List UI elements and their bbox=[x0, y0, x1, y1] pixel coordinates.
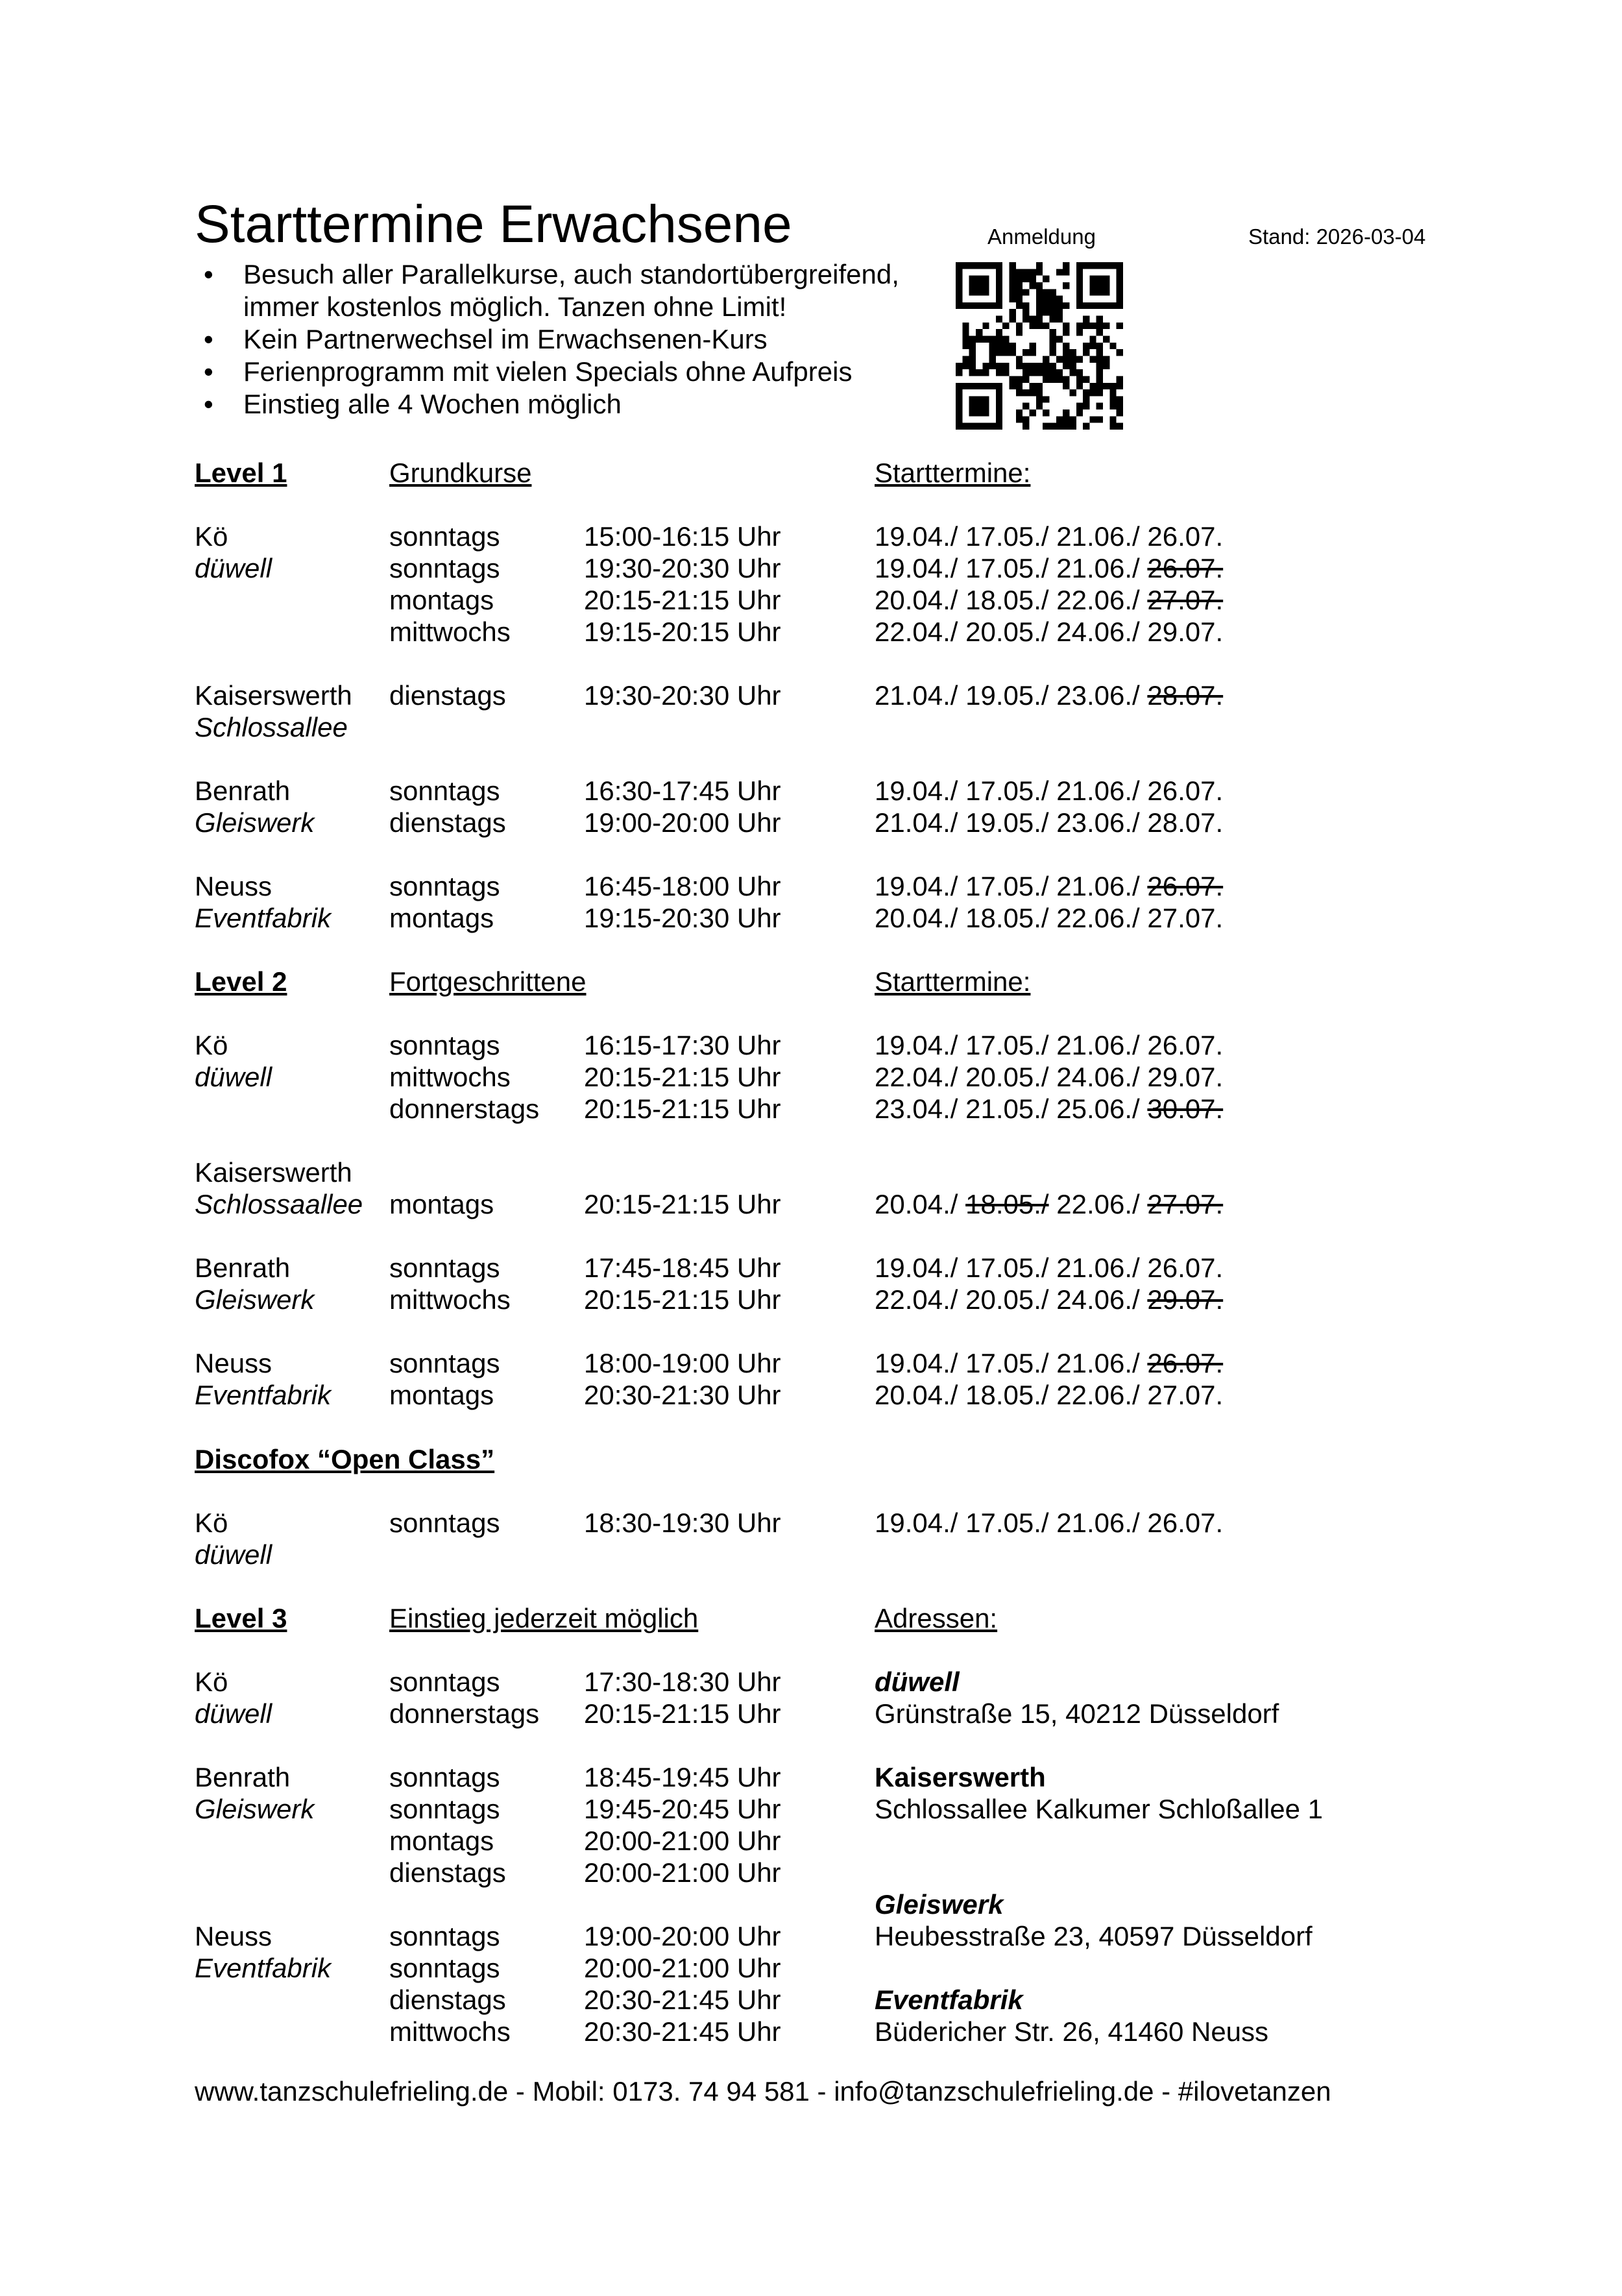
start-dates: 21.04./ 19.05./ 23.06./ 28.07. bbox=[875, 680, 1224, 711]
weekday: sonntags bbox=[389, 1508, 500, 1538]
cancelled-date: 26.07. bbox=[1147, 553, 1224, 583]
address-line: Heubesstraße 23, 40597 Düsseldorf bbox=[875, 1921, 1313, 1951]
weekday: dienstags bbox=[389, 680, 506, 711]
start-dates: 20.04./ 18.05./ 22.06./ 27.07. bbox=[875, 585, 1224, 615]
start-dates: 19.04./ 17.05./ 21.06./ 26.07. bbox=[875, 1030, 1224, 1060]
bullet-icon: • bbox=[204, 259, 213, 289]
section-subheading: Grundkurse bbox=[389, 458, 532, 488]
cancelled-date: 26.07. bbox=[1147, 1348, 1224, 1378]
start-dates: 20.04./ 18.05./ 22.06./ 27.07. bbox=[875, 1380, 1224, 1410]
start-dates: 19.04./ 17.05./ 21.06./ 26.07. bbox=[875, 1252, 1224, 1283]
footer-contact[interactable]: www.tanzschulefrieling.de - Mobil: 0173. 74 94 581 - info@tanzschulefrieling.de - #ilovetanzen bbox=[195, 2076, 1331, 2107]
bullet-icon: • bbox=[204, 356, 213, 387]
weekday: sonntags bbox=[389, 1030, 500, 1060]
section-heading: Level 3 bbox=[195, 1603, 287, 1633]
cancelled-date: 27.07. bbox=[1147, 1189, 1224, 1219]
address-venue-name: Gleiswerk bbox=[875, 1889, 1004, 1920]
location: Kö bbox=[195, 1030, 228, 1060]
dates-heading: Starttermine: bbox=[875, 966, 1031, 997]
cancelled-date: 28.07. bbox=[1147, 680, 1224, 711]
weekday: sonntags bbox=[389, 1794, 500, 1824]
weekday: sonntags bbox=[389, 1348, 500, 1378]
address-line: Büdericher Str. 26, 41460 Neuss bbox=[875, 2016, 1269, 2047]
weekday: montags bbox=[389, 585, 494, 615]
cancelled-date: 26.07. bbox=[1147, 871, 1224, 901]
venue: düwell bbox=[195, 1698, 272, 1729]
start-dates: 23.04./ 21.05./ 25.06./ 30.07. bbox=[875, 1093, 1224, 1124]
weekday: mittwochs bbox=[389, 1284, 511, 1315]
location: Benrath bbox=[195, 1252, 291, 1283]
time: 16:15-17:30 Uhr bbox=[584, 1030, 781, 1060]
bullet-text: Einstieg alle 4 Wochen möglich bbox=[243, 389, 622, 419]
weekday: montags bbox=[389, 903, 494, 933]
weekday: sonntags bbox=[389, 1921, 500, 1951]
stand-date: Stand: 2026-03-04 bbox=[1248, 225, 1426, 249]
weekday: mittwochs bbox=[389, 1062, 511, 1092]
venue: Gleiswerk bbox=[195, 1284, 315, 1315]
location: Kaiserswerth bbox=[195, 680, 352, 711]
address-line: Schlossallee Kalkumer Schloßallee 1 bbox=[875, 1794, 1324, 1824]
start-dates: 19.04./ 17.05./ 21.06./ 26.07. bbox=[875, 553, 1224, 583]
cancelled-date: 27.07. bbox=[1147, 585, 1224, 615]
time: 20:00-21:00 Uhr bbox=[584, 1826, 781, 1856]
time: 20:15-21:15 Uhr bbox=[584, 1698, 781, 1729]
time: 20:15-21:15 Uhr bbox=[584, 1093, 781, 1124]
start-dates: 22.04./ 20.05./ 24.06./ 29.07. bbox=[875, 1062, 1224, 1092]
location: Neuss bbox=[195, 1921, 272, 1951]
time: 20:15-21:15 Uhr bbox=[584, 1284, 781, 1315]
weekday: sonntags bbox=[389, 1667, 500, 1697]
location: Kaiserswerth bbox=[195, 1157, 352, 1188]
start-dates: 19.04./ 17.05./ 21.06./ 26.07. bbox=[875, 521, 1224, 552]
time: 18:30-19:30 Uhr bbox=[584, 1508, 781, 1538]
weekday: montags bbox=[389, 1189, 494, 1219]
weekday: mittwochs bbox=[389, 617, 511, 647]
time: 20:30-21:45 Uhr bbox=[584, 1985, 781, 2015]
weekday: sonntags bbox=[389, 553, 500, 583]
anmeldung-label: Anmeldung bbox=[987, 225, 1096, 249]
weekday: sonntags bbox=[389, 776, 500, 806]
weekday: donnerstags bbox=[389, 1093, 540, 1124]
venue: düwell bbox=[195, 553, 272, 583]
dates-heading: Starttermine: bbox=[875, 458, 1031, 488]
bullet-text: immer kostenlos möglich. Tanzen ohne Limit! bbox=[243, 291, 787, 322]
list-item bbox=[195, 323, 899, 356]
weekday: sonntags bbox=[389, 1953, 500, 1983]
start-dates: 19.04./ 17.05./ 21.06./ 26.07. bbox=[875, 1508, 1224, 1538]
location: Benrath bbox=[195, 1762, 291, 1792]
weekday: sonntags bbox=[389, 521, 500, 552]
address-line: Grünstraße 15, 40212 Düsseldorf bbox=[875, 1698, 1279, 1729]
time: 19:30-20:30 Uhr bbox=[584, 553, 781, 583]
time: 20:15-21:15 Uhr bbox=[584, 1189, 781, 1219]
address-venue-name: Kaiserswerth bbox=[875, 1762, 1046, 1792]
start-dates: 19.04./ 17.05./ 21.06./ 26.07. bbox=[875, 871, 1224, 901]
section-subheading: Fortgeschrittene bbox=[389, 966, 587, 997]
time: 15:00-16:15 Uhr bbox=[584, 521, 781, 552]
section-heading: Discofox “Open Class” bbox=[195, 1444, 495, 1474]
start-dates: 20.04./ 18.05./ 22.06./ 27.07. bbox=[875, 903, 1224, 933]
time: 20:15-21:15 Uhr bbox=[584, 585, 781, 615]
venue: Gleiswerk bbox=[195, 1794, 315, 1824]
time: 17:45-18:45 Uhr bbox=[584, 1252, 781, 1283]
start-dates: 19.04./ 17.05./ 21.06./ 26.07. bbox=[875, 1348, 1224, 1378]
time: 18:00-19:00 Uhr bbox=[584, 1348, 781, 1378]
venue: düwell bbox=[195, 1539, 272, 1570]
venue: Eventfabrik bbox=[195, 1953, 332, 1983]
start-dates: 19.04./ 17.05./ 21.06./ 26.07. bbox=[875, 776, 1224, 806]
location: Kö bbox=[195, 1508, 228, 1538]
weekday: montags bbox=[389, 1380, 494, 1410]
start-dates: 22.04./ 20.05./ 24.06./ 29.07. bbox=[875, 617, 1224, 647]
venue: düwell bbox=[195, 1062, 272, 1092]
cancelled-date: 18.05./ bbox=[965, 1189, 1049, 1219]
start-dates: 21.04./ 19.05./ 23.06./ 28.07. bbox=[875, 807, 1224, 838]
time: 19:15-20:15 Uhr bbox=[584, 617, 781, 647]
weekday: mittwochs bbox=[389, 2016, 511, 2047]
section-subheading: Einstieg jederzeit möglich bbox=[389, 1603, 699, 1633]
section-heading: Level 2 bbox=[195, 966, 287, 997]
location: Benrath bbox=[195, 776, 291, 806]
venue: Eventfabrik bbox=[195, 1380, 332, 1410]
time: 19:30-20:30 Uhr bbox=[584, 680, 781, 711]
weekday: sonntags bbox=[389, 1762, 500, 1792]
list-item bbox=[195, 356, 899, 388]
venue: Eventfabrik bbox=[195, 903, 332, 933]
time: 16:30-17:45 Uhr bbox=[584, 776, 781, 806]
venue: Schlossallee bbox=[195, 712, 348, 742]
weekday: dienstags bbox=[389, 807, 506, 838]
start-dates: 22.04./ 20.05./ 24.06./ 29.07. bbox=[875, 1284, 1224, 1315]
list-item-continuation bbox=[195, 291, 899, 323]
weekday: sonntags bbox=[389, 871, 500, 901]
list-item bbox=[195, 388, 899, 421]
cancelled-date: 30.07. bbox=[1147, 1093, 1224, 1124]
venue: Gleiswerk bbox=[195, 807, 315, 838]
location: Neuss bbox=[195, 1348, 272, 1378]
weekday: dienstags bbox=[389, 1857, 506, 1888]
bullet-icon: • bbox=[204, 389, 213, 419]
cancelled-date: 29.07. bbox=[1147, 1284, 1224, 1315]
time: 17:30-18:30 Uhr bbox=[584, 1667, 781, 1697]
section-heading: Level 1 bbox=[195, 458, 287, 488]
qr-code-icon[interactable] bbox=[956, 262, 1123, 430]
time: 20:00-21:00 Uhr bbox=[584, 1953, 781, 1983]
time: 19:00-20:00 Uhr bbox=[584, 1921, 781, 1951]
weekday: donnerstags bbox=[389, 1698, 540, 1729]
time: 20:30-21:45 Uhr bbox=[584, 2016, 781, 2047]
time: 19:45-20:45 Uhr bbox=[584, 1794, 781, 1824]
time: 20:30-21:30 Uhr bbox=[584, 1380, 781, 1410]
time: 16:45-18:00 Uhr bbox=[584, 871, 781, 901]
venue: Schlossaallee bbox=[195, 1189, 363, 1219]
list-item bbox=[195, 258, 899, 291]
weekday: dienstags bbox=[389, 1985, 506, 2015]
start-dates: 20.04./ 18.05./ 22.06./ 27.07. bbox=[875, 1189, 1224, 1219]
bullet-text: Besuch aller Parallelkurse, auch standortübergreifend, bbox=[243, 259, 899, 289]
time: 20:00-21:00 Uhr bbox=[584, 1857, 781, 1888]
time: 20:15-21:15 Uhr bbox=[584, 1062, 781, 1092]
weekday: sonntags bbox=[389, 1252, 500, 1283]
address-venue-name: düwell bbox=[875, 1667, 960, 1697]
time: 19:15-20:30 Uhr bbox=[584, 903, 781, 933]
addresses-heading: Adressen: bbox=[875, 1603, 998, 1633]
location: Neuss bbox=[195, 871, 272, 901]
time: 18:45-19:45 Uhr bbox=[584, 1762, 781, 1792]
bullet-text: Kein Partnerwechsel im Erwachsenen-Kurs bbox=[243, 324, 768, 354]
location: Kö bbox=[195, 1667, 228, 1697]
weekday: montags bbox=[389, 1826, 494, 1856]
address-venue-name: Eventfabrik bbox=[875, 1985, 1023, 2015]
location: Kö bbox=[195, 521, 228, 552]
bullet-icon: • bbox=[204, 324, 213, 354]
bullet-text: Ferienprogramm mit vielen Specials ohne Aufpreis bbox=[243, 356, 853, 387]
feature-list bbox=[195, 258, 899, 421]
time: 19:00-20:00 Uhr bbox=[584, 807, 781, 838]
page-title: Starttermine Erwachsene bbox=[195, 195, 792, 254]
